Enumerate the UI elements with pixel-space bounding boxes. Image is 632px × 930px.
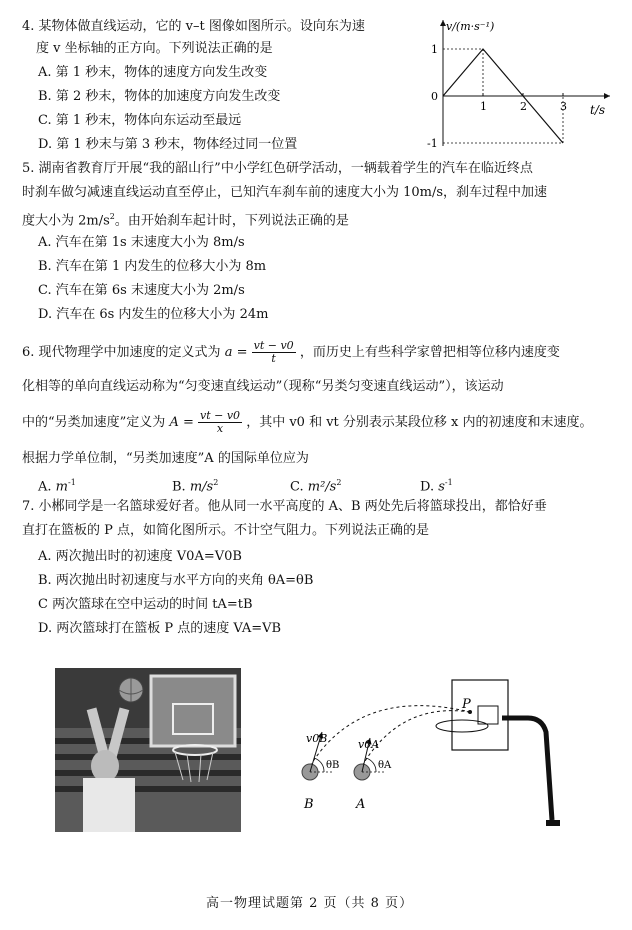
backboard-square	[478, 706, 498, 724]
q6-b-unit: m/s	[189, 479, 214, 495]
y-tick-label: -1	[427, 137, 438, 150]
eq1-fraction	[252, 340, 296, 365]
y-tick-label: 0	[431, 90, 438, 103]
q6-c-pre: C.	[290, 479, 308, 495]
backboard	[452, 680, 508, 750]
vt-chart	[418, 14, 614, 150]
q5-option-d: D. 汽车在 6s 内发生的位移大小为 24m	[38, 307, 269, 322]
eq2-denominator: x	[216, 422, 224, 435]
q5-line3-post: 。由开始刹车起计时，下列说法正确的是	[114, 213, 349, 229]
label-a: A	[356, 797, 366, 812]
q5-option-b: B. 汽车在第 1 内发生的位移大小为 8m	[38, 259, 267, 274]
y-axis-label: v/(m·s⁻¹)	[446, 20, 495, 33]
label-b: B	[304, 797, 314, 812]
hoop	[436, 720, 488, 732]
q6-a-unit: m	[55, 479, 68, 495]
q5-option-a: A. 汽车在第 1s 末速度大小为 8m/s	[38, 235, 245, 250]
pole-base	[546, 820, 560, 826]
q6-stem-line1	[22, 338, 560, 368]
q6-stem-line4: 根据力学单位制，“另类加速度”A 的国际单位应为	[22, 451, 309, 466]
q6-c-unit: m²/s	[307, 479, 337, 495]
q6-option-c	[290, 474, 341, 496]
q7-stem-line2: 直打在篮板的 P 点，如简化图所示。不计空气阻力。下列说法正确的是	[22, 523, 430, 538]
q5-line3-sup: 2	[109, 212, 115, 221]
trajectory-b	[310, 706, 470, 766]
eq1-denominator: t	[271, 352, 276, 365]
q5-stem-line2: 时刹车做匀减速直线运动直至停止，已知汽车刹车前的速度大小为 10m/s，刹车过程中加速	[22, 185, 548, 200]
eq2-fraction	[198, 410, 242, 435]
q5-option-c: C. 汽车在第 6s 末速度大小为 2m/s	[38, 283, 245, 298]
q7-option-b: B. 两次抛出时初速度与水平方向的夹角 θA=θB	[38, 573, 314, 588]
label-p: P	[462, 697, 471, 712]
x-tick-label: 2	[520, 100, 527, 113]
q6-b-pre: B.	[172, 479, 190, 495]
q6-line3-pre: 中的“另类加速度”定义为	[22, 415, 166, 430]
q4-option-a: A. 第 1 秒末，物体的速度方向发生改变	[38, 65, 268, 80]
label-v0a: v0A	[358, 738, 380, 751]
eq2-lhs: A =	[169, 415, 194, 430]
q5-stem-line1: 5. 湖南省教育厅开展“我的韶山行”中小学红色研学活动，一辆载着学生的汽车在临近终点	[22, 161, 533, 176]
q6-b-sup: 2	[213, 478, 219, 487]
q7-stem-line1: 7. 小郴同学是一名篮球爱好者。他从同一水平高度的 A、B 两处先后将篮球投出，都恰好垂	[22, 499, 547, 514]
q6-line1-pre: 6. 现代物理学中加速度的定义式为	[22, 345, 221, 360]
q6-line3-post: ，其中 v0 和 vt 分别表示某段位移 x 内的初速度和末速度。	[246, 415, 593, 430]
x-tick-label: 3	[560, 100, 567, 113]
label-v0b: v0B	[306, 732, 328, 745]
q7-option-d: D. 两次篮球打在篮板 P 点的速度 VA=VB	[38, 621, 282, 636]
q4-option-d: D. 第 1 秒末与第 3 秒末，物体经过同一位置	[38, 137, 298, 152]
q6-a-pre: A.	[38, 479, 56, 495]
eq1-numerator: vt − v0	[253, 339, 294, 352]
q6-option-d	[420, 474, 453, 496]
q6-stem-line3	[22, 408, 593, 438]
eq2-numerator: vt − v0	[200, 409, 241, 422]
q4-stem-line2: 度 v 坐标轴的正方向。下列说法正确的是	[36, 41, 273, 56]
eq1-lhs: a =	[224, 345, 248, 360]
q4-option-b: B. 第 2 秒末，物体的加速度方向发生改变	[38, 89, 281, 104]
q6-option-a	[38, 474, 76, 496]
q7-option-a: A. 两次抛出时的初速度 V0A=V0B	[38, 549, 242, 564]
q4-option-c: C. 第 1 秒末，物体向东运动至最远	[38, 113, 242, 128]
x-axis-label: t/s	[590, 103, 606, 117]
basketball-photo	[55, 668, 241, 832]
page-footer: 高一物理试题第 2 页（共 8 页）	[206, 896, 414, 911]
q6-d-pre: D.	[420, 479, 439, 495]
q6-a-sup: -1	[67, 478, 76, 487]
q6-d-unit: s	[438, 479, 445, 495]
q6-c-sup: 2	[336, 478, 342, 487]
q7-option-c: C 两次篮球在空中运动的时间 tA=tB	[38, 597, 253, 612]
q6-d-sup: -1	[444, 478, 453, 487]
q4-stem-line1: 4. 某物体做直线运动，它的 v–t 图像如图所示。设向东为速	[22, 19, 365, 34]
hoop-pole	[502, 718, 552, 820]
q6-line1-post: ，而历史上有些科学家曾把相等位移内速度变	[299, 345, 560, 360]
trajectory-diagram	[290, 668, 590, 838]
label-theta-a: θA	[378, 760, 392, 771]
x-tick-label: 1	[480, 100, 487, 113]
q6-option-b	[172, 474, 218, 496]
q5-line3-pre: 度大小为 2m/s	[22, 213, 110, 229]
y-tick-label: 1	[431, 43, 438, 56]
q6-stem-line2: 化相等的单向直线运动称为“匀变速直线运动”（现称“另类匀变速直线运动”），该运动	[22, 379, 504, 394]
label-theta-b: θB	[326, 760, 340, 771]
q5-stem-line3	[22, 208, 349, 230]
